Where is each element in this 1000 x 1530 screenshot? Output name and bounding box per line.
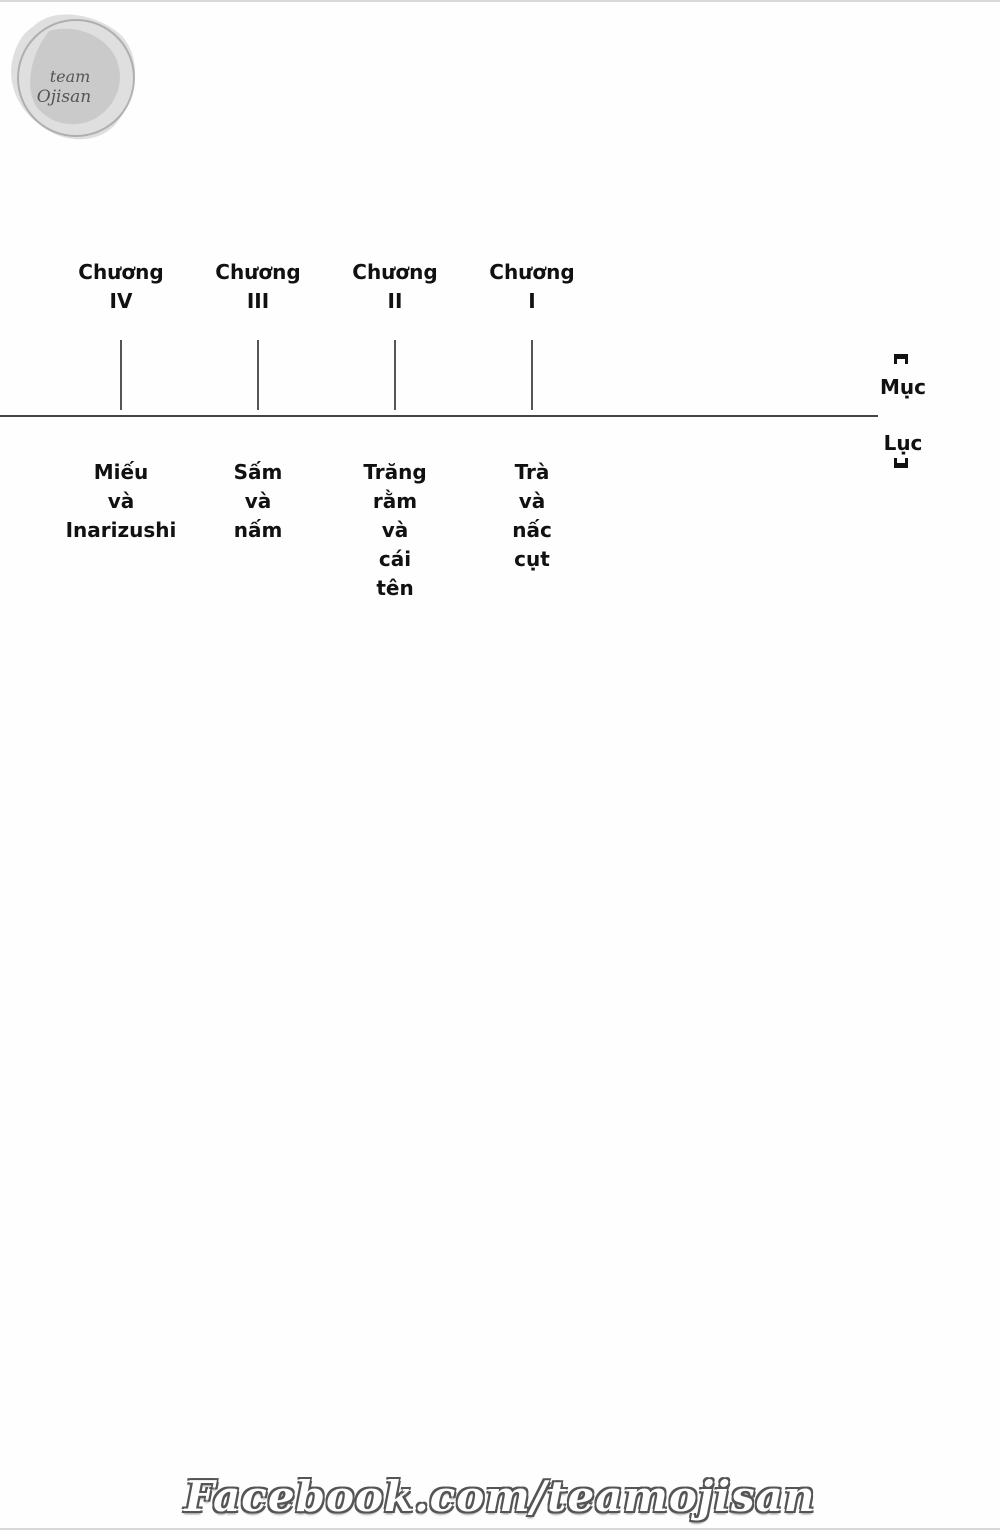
chapter-heading: Chương I [489, 260, 575, 313]
timeline-tick [120, 340, 122, 410]
chapter-title: Trăng rằm và cái tên [363, 460, 427, 600]
team-logo [4, 6, 144, 146]
chapter-heading: Chương II [352, 260, 438, 313]
logo-badge [4, 6, 144, 146]
chapter-title: Sấm và nấm [233, 460, 283, 542]
bracket-top-icon [872, 350, 934, 366]
toc-heading [872, 350, 934, 472]
timeline-tick [394, 340, 396, 410]
chapter-4 [51, 258, 191, 542]
chapter-heading: Chương IV [78, 260, 164, 313]
chapter-title: Trà và nấc cụt [512, 460, 552, 571]
timeline-tick [257, 340, 259, 410]
logo-line1: team [49, 67, 91, 86]
bracket-bottom-icon [872, 456, 934, 472]
chapter-title: Miếu và Inarizushi [65, 460, 177, 542]
chapter-heading: Chương III [215, 260, 301, 313]
chapter-2 [325, 258, 465, 600]
timeline-line [0, 415, 878, 417]
chapter-3 [188, 258, 328, 542]
toc-title-bottom: Lục [883, 431, 923, 455]
chapter-1 [462, 258, 602, 571]
logo-line2: Ojisan [36, 87, 92, 107]
toc-title-top: Mục [880, 375, 926, 399]
facebook-credit: Facebook.com/teamojisan [184, 1472, 816, 1521]
timeline-tick [531, 340, 533, 410]
